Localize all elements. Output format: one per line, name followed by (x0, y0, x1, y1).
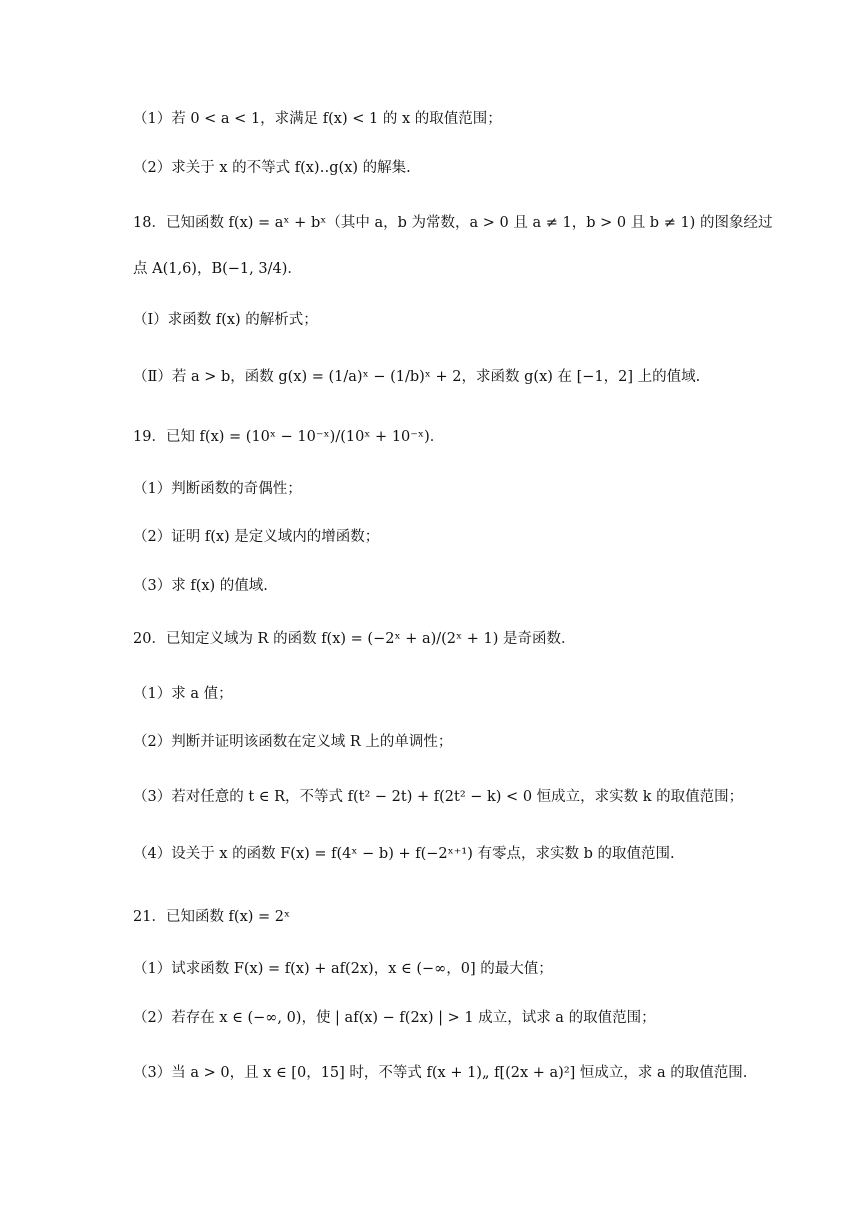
q21-part1: （1）试求函数 F(x) = f(x) + af(2x)，x ∈ (−∞，0] 的最大值； (133, 961, 553, 977)
q20-part4: （4）设关于 x 的函数 F(x) = f(4ˣ − b) + f(−2ˣ⁺¹) 有零点，求实数 b 的取值范围. (133, 846, 675, 862)
q20-part1: （1）求 a 值； (133, 686, 233, 702)
q21-part3: （3）当 a > 0，且 x ∈ [0，15] 时，不等式 f(x + 1)„ f[(2x + a)²] 恒成立，求 a 的取值范围. (133, 1065, 748, 1081)
q19-stem: 19．已知 f(x) = (10ˣ − 10⁻ˣ)/(10ˣ + 10⁻ˣ)． (133, 429, 445, 445)
q17-part1: （1）若 0 < a < 1，求满足 f(x) < 1 的 x 的取值范围； (133, 111, 502, 127)
q20-part2: （2）判断并证明该函数在定义域 R 上的单调性； (133, 734, 453, 750)
q20-part3: （3）若对任意的 t ∈ R，不等式 f(t² − 2t) + f(2t² − k) < 0 恒成立，求实数 k 的取值范围； (133, 789, 744, 805)
q19-part2: （2）证明 f(x) 是定义域内的增函数； (133, 529, 380, 545)
q18-stem-line1: 18．已知函数 f(x) = aˣ + bˣ（其中 a，b 为常数，a > 0 且 a ≠ 1，b > 0 且 b ≠ 1) 的图象经过 (133, 215, 773, 231)
q20-stem: 20．已知定义域为 R 的函数 f(x) = (−2ˣ + a)/(2ˣ + 1) 是奇函数． (133, 631, 576, 647)
q18-part2: （Ⅱ）若 a > b，函数 g(x) = (1/a)ˣ − (1/b)ˣ + 2，求函数 g(x) 在 [−1，2] 上的值域. (133, 369, 701, 385)
q18-stem-line2: 点 A(1,6)，B(−1, 3/4)． (133, 261, 302, 277)
q21-stem: 21．已知函数 f(x) = 2ˣ (133, 909, 291, 925)
q17-part2: （2）求关于 x 的不等式 f(x)‥g(x) 的解集. (133, 160, 411, 176)
q21-part2: （2）若存在 x ∈ (−∞, 0)，使 | af(x) − f(2x) | > 1 成立，试求 a 的取值范围； (133, 1010, 656, 1026)
q19-part3: （3）求 f(x) 的值域. (133, 578, 268, 594)
q18-part1: （Ⅰ）求函数 f(x) 的解析式； (133, 312, 318, 328)
q19-part1: （1）判断函数的奇偶性； (133, 481, 302, 497)
